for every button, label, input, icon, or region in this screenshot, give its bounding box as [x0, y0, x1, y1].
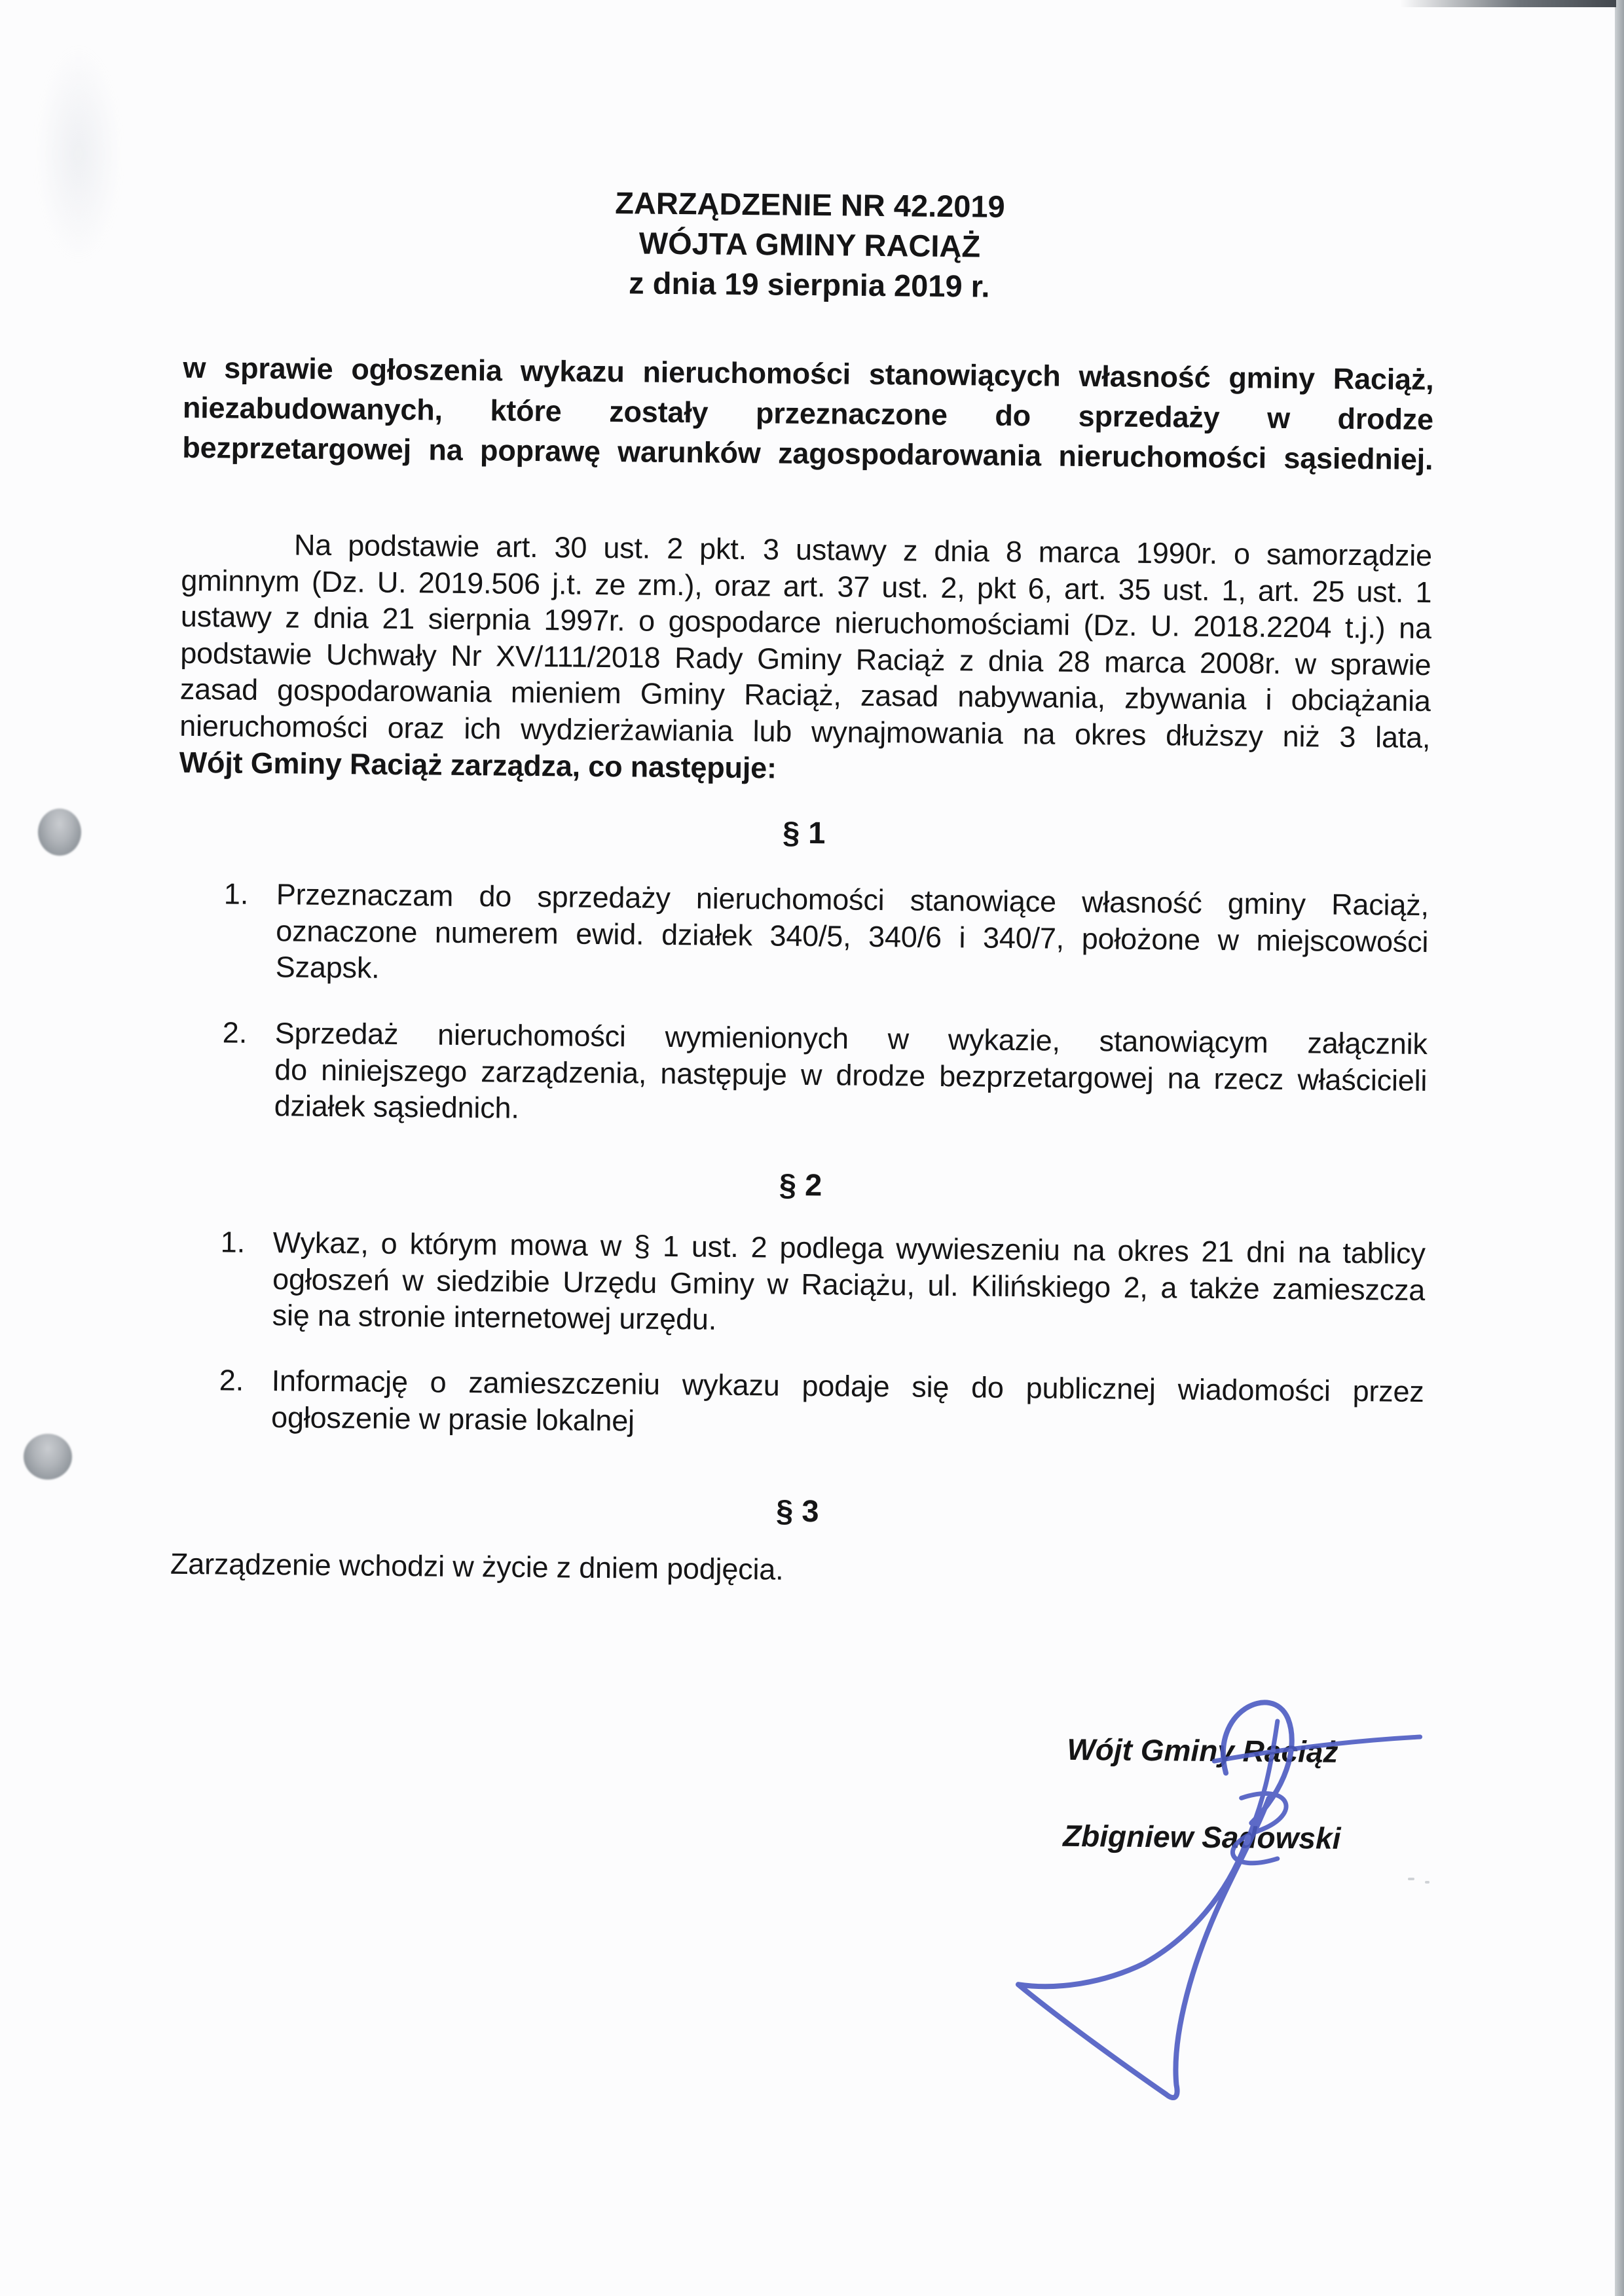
section-3-heading: § 3: [775, 1493, 819, 1529]
list-item: [174, 1224, 1426, 1345]
section-1-heading: § 1: [782, 814, 826, 850]
title-line: ZARZĄDZENIE NR 42.2019: [615, 185, 1005, 224]
subject-line: niezabudowanych, które zostały przeznaczone do sprzedaży w drodze: [182, 390, 1434, 437]
handwritten-signature: [980, 1675, 1443, 2112]
section-2-heading: § 2: [779, 1167, 822, 1203]
preamble-line: nieruchomości oraz ich wydzierżawiania lub wynajmowania na okres dłuższy niż 3 lata,: [179, 708, 1431, 755]
signature-role: Wójt Gminy Raciąż: [1067, 1732, 1338, 1769]
list-item: [173, 1362, 1424, 1447]
list-item-text: Sprzedaż nieruchomości wymienionych w wykazie, stanowiącym załącznik do niniejszego zarządzenia, następuje w drodze bezprzetargowej na rzecz właścicieli działek sąsiednich.: [274, 1016, 1428, 1125]
title-line: z dnia 19 sierpnia 2019 r.: [628, 265, 990, 304]
legal-preamble: [179, 526, 1433, 792]
subject-line: w sprawie ogłoszenia wykazu nieruchomości stanowiących własność gminy Raciąż,: [183, 350, 1434, 397]
signature-name: Zbigniew Sadowski: [1062, 1818, 1341, 1855]
preamble-line: zasad gospodarowania mieniem Gminy Raciąż, zasad nabywania, zbywania i obciążania: [179, 672, 1431, 718]
list-item: [175, 1014, 1428, 1135]
preamble-bold-line: Wójt Gminy Raciąż zarządza, co następuje:: [179, 745, 777, 785]
preamble-line: podstawie Uchwały Nr XV/111/2018 Rady Gminy Raciąż z dnia 28 marca 2008r. w sprawie: [180, 636, 1431, 682]
subject-line: bezprzetargowej na poprawę warunków zagospodarowania nieruchomości sąsiedniej.: [182, 430, 1433, 477]
list-item: [177, 875, 1430, 996]
list-item-number: 1.: [220, 1225, 246, 1259]
list-item-text: Przeznaczam do sprzedaży nieruchomości stanowiące własność gminy Raciąż, oznaczone numerem ewid. działek 340/5, 340/6 i 340/7, położone w miejscowości Szapsk.: [275, 877, 1430, 985]
subject-paragraph: [182, 348, 1434, 479]
list-item-text: Informację o zamieszczeniu wykazu podaje się do publicznej wiadomości przez ogłoszenie w prasie lokalnej: [270, 1364, 1424, 1438]
list-item-number: 2.: [219, 1363, 244, 1397]
document-title: [184, 179, 1436, 310]
closing-line: Zarządzenie wchodzi w życie z dniem podjęcia.: [170, 1546, 784, 1586]
preamble-line: ustawy z dnia 21 sierpnia 1997r. o gospodarce nieruchomościami (Dz. U. 2018.2204 t.j.) na: [180, 599, 1432, 646]
title-line: WÓJTA GMINY RACIĄŻ: [638, 225, 981, 264]
list-item-number: 1.: [223, 877, 249, 911]
preamble-line: Na podstawie art. 30 ust. 2 pkt. 3 ustawy z dnia 8 marca 1990r. o samorządzie: [293, 528, 1433, 573]
preamble-line: gminnym (Dz. U. 2019.506 j.t. ze zm.), oraz art. 37 ust. 2, pkt 6, art. 35 ust. 1, art. 25 ust. 1: [181, 563, 1432, 609]
list-item-text: Wykaz, o którym mowa w § 1 ust. 2 podlega wywieszeniu na okres 21 dni na tablicy ogłoszeń w siedzibie Urzędu Gminy w Raciążu, ul. Kilińskiego 2, a także zamieszcza się na stronie internetowej urzędu.: [272, 1226, 1426, 1336]
list-item-number: 2.: [222, 1015, 248, 1049]
